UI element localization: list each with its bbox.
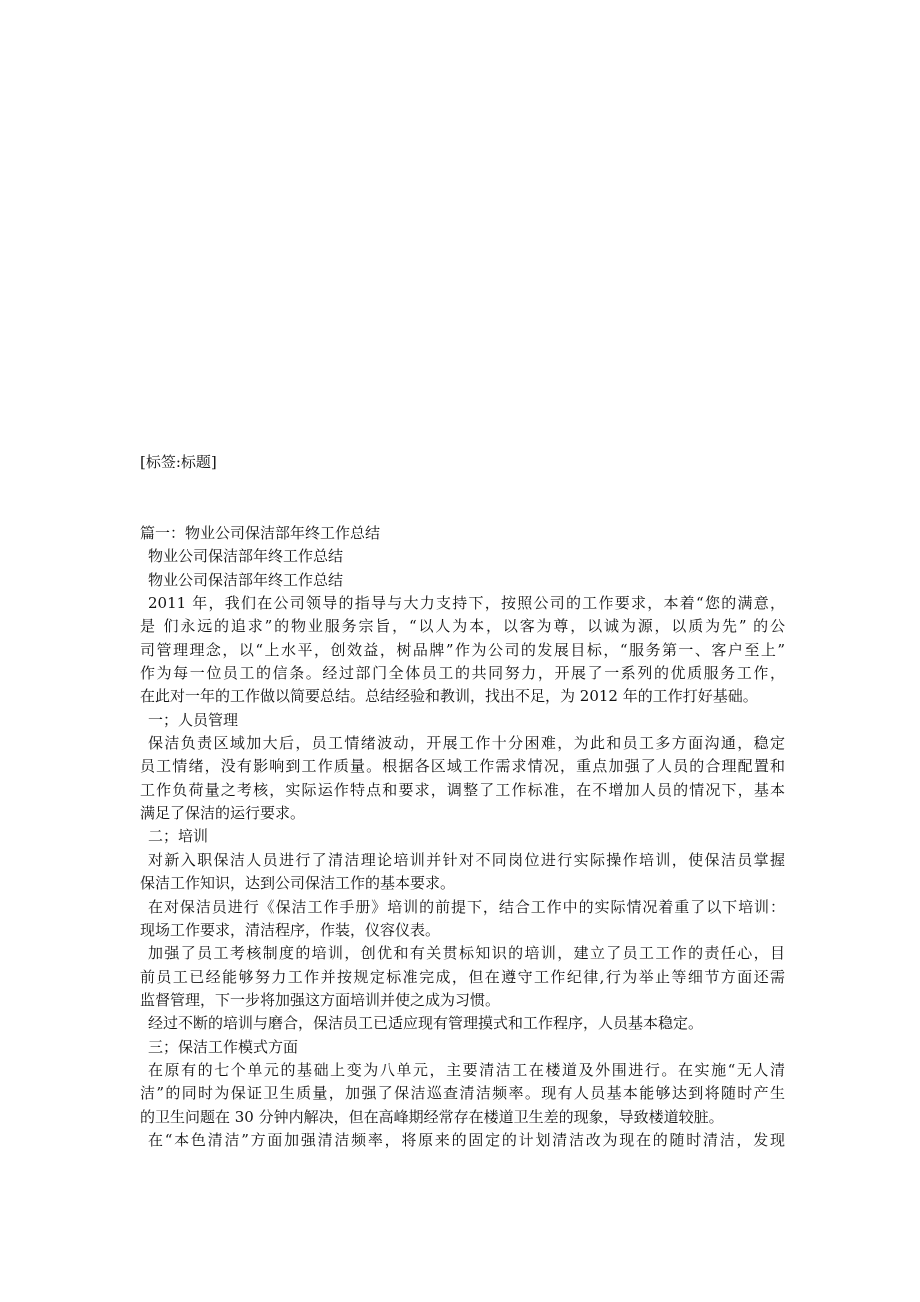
section-heading: 一；人员管理: [148, 710, 239, 729]
paragraph-line: 工作负荷量之考核，实际运作特点和要求，调整了工作标准，在不增加人员的情况下，基本: [140, 780, 785, 799]
paragraph-line: 监督管理，下一步将加强这方面培训并使之成为习惯。: [140, 990, 501, 1009]
paragraph-line: 保洁负责区域加大后，员工情绪波动，开展工作十分困难，为此和员工多方面沟通，稳定: [148, 734, 785, 753]
paragraph-line: 司管理理念，以“上水平，创效益，树品牌”作为公司的发展目标，“服务第一、客户至上”: [140, 640, 785, 659]
document-body: [140, 522, 785, 1152]
paragraph-line: 在此对一年的工作做以简要总结。总结经验和教训，找出不足，为 2012 年的工作打好基础。: [140, 687, 758, 706]
paragraph-line: 员工情绪，没有影响到工作质量。根据各区域工作需求情况，重点加强了人员的合理配置和: [140, 757, 785, 776]
section-heading: 二；培训: [148, 827, 209, 846]
document-tag: [标签:标题]: [140, 453, 217, 471]
paragraph-line: 作为每一位员工的信条。经过部门全体员工的共同努力，开展了一系列的优质服务工作，: [140, 664, 785, 683]
section-heading: 三；保洁工作模式方面: [148, 1037, 299, 1056]
paragraph-line: 对新入职保洁人员进行了清洁理论培训并针对不同岗位进行实际操作培训，使保洁员掌握: [148, 850, 785, 869]
paragraph-line: 洁”的同时为保证卫生质量，加强了保洁巡查清洁频率。现有人员基本能够达到将随时产生: [140, 1084, 785, 1103]
paragraph-line: 在对保洁员进行《保洁工作手册》培训的前提下，结合工作中的实际情况着重了以下培训：: [148, 897, 785, 916]
paragraph-line: 前员工已经能够努力工作并按规定标准完成，但在遵守工作纪律,行为举止等细节方面还需: [140, 967, 785, 986]
document-subtitle: 物业公司保洁部年终工作总结: [148, 547, 344, 566]
paragraph-line: 现场工作要求，清洁程序，作装，仪容仪表。: [140, 920, 441, 939]
paragraph-line: 是 们永远的追求”的物业服务宗旨，“以人为本，以客为尊，以诚为源，以质为先” 的公: [140, 617, 785, 636]
paragraph-line: 加强了员工考核制度的培训，创优和有关贯标知识的培训，建立了员工工作的责任心，目: [148, 944, 785, 963]
paragraph-line: 2011 年，我们在公司领导的指导与大力支持下，按照公司的工作要求，本着“您的满意，: [148, 594, 785, 613]
paragraph-line: 在原有的七个单元的基础上变为八单元，主要清洁工在楼道及外围进行。在实施“无人清: [148, 1060, 785, 1079]
paragraph-line: 的卫生问题在 30 分钟内解决，但在高峰期经常存在楼道卫生差的现象，导致楼道较脏。: [140, 1107, 724, 1126]
paragraph-line: 满足了保洁的运行要求。: [140, 804, 306, 823]
document-subtitle: 物业公司保洁部年终工作总结: [148, 570, 344, 589]
paragraph-line: 保洁工作知识，达到公司保洁工作的基本要求。: [140, 874, 456, 893]
paragraph-line: 在“本色清洁”方面加强清洁频率，将原来的固定的计划清洁改为现在的随时清洁，发现: [148, 1130, 785, 1149]
paragraph-line: 经过不断的培训与磨合，保洁员工已适应现有管理摸式和工作程序，人员基本稳定。: [148, 1014, 704, 1033]
document-heading: 篇一：物业公司保洁部年终工作总结: [140, 524, 381, 542]
